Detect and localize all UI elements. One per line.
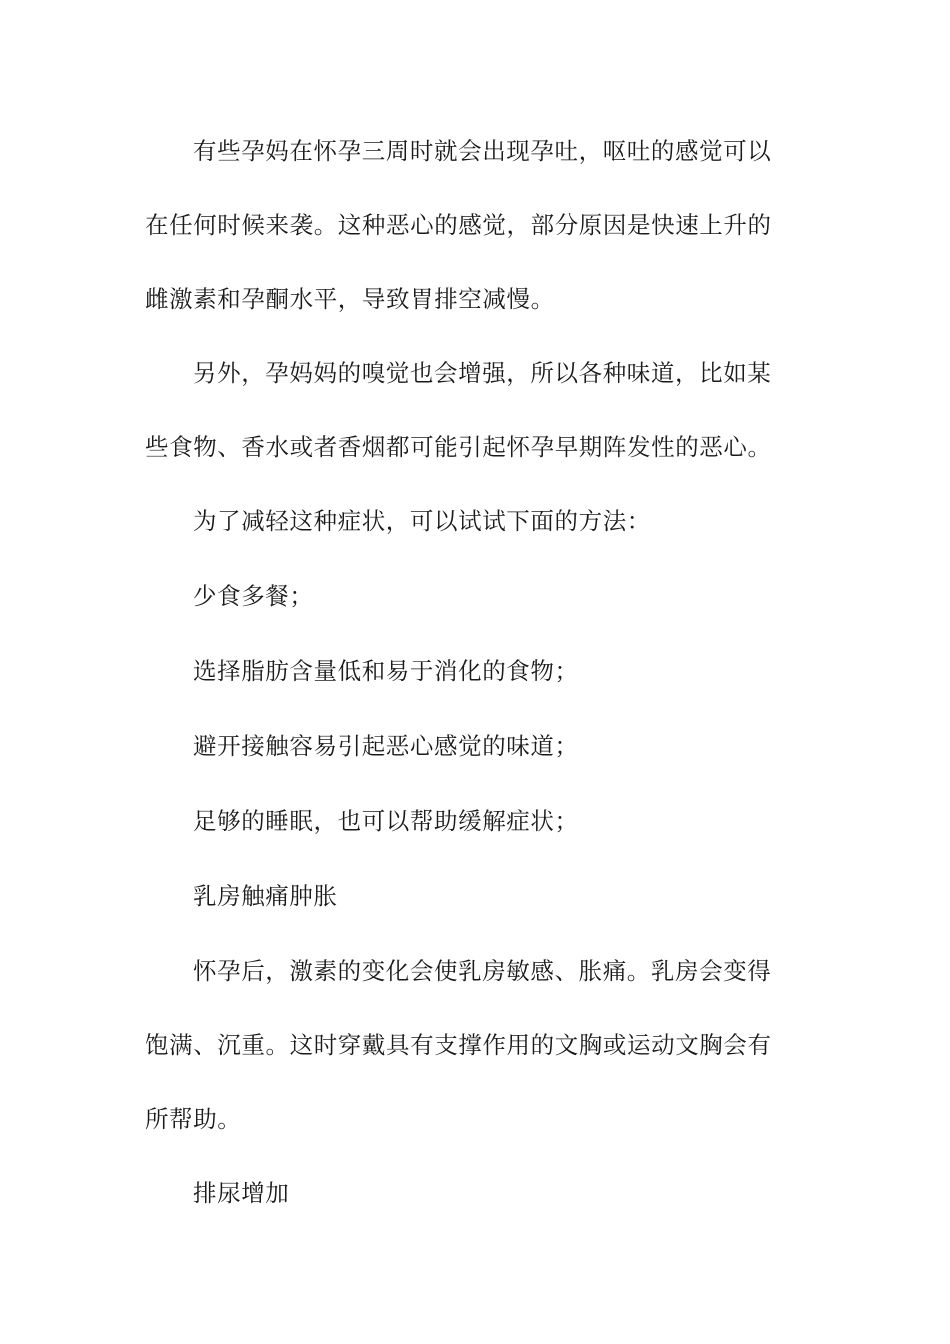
list-item-small-meals: 少食多餐； xyxy=(193,582,314,610)
paragraph-morning-sickness: 有些孕妈在怀孕三周时就会出现孕吐，呕吐的感觉可以在任何时候来袭。这种恶心的感觉，部分原因是快速上升的雌激素和孕酮水平，导致胃排空减慢。 xyxy=(145,137,772,313)
list-item-avoid-smells: 避开接触容易引起恶心感觉的味道； xyxy=(193,732,579,760)
section-heading-breast-tenderness: 乳房触痛肿胀 xyxy=(193,882,338,910)
section-heading-frequent-urination: 排尿增加 xyxy=(193,1179,290,1207)
paragraph-smell-sensitivity: 另外，孕妈妈的嗅觉也会增强，所以各种味道，比如某些食物、香水或者香烟都可能引起怀孕早期阵发性的恶心。 xyxy=(145,359,772,461)
paragraph-breast-changes: 怀孕后，激素的变化会使乳房敏感、胀痛。乳房会变得饱满、沉重。这时穿戴具有支撑作用的文胸或运动文胸会有所帮助。 xyxy=(145,957,772,1133)
list-item-low-fat-food: 选择脂肪含量低和易于消化的食物； xyxy=(193,657,579,685)
paragraph-relief-intro: 为了减轻这种症状，可以试试下面的方法： xyxy=(193,507,651,535)
list-item-sleep: 足够的睡眠，也可以帮助缓解症状； xyxy=(193,807,579,835)
